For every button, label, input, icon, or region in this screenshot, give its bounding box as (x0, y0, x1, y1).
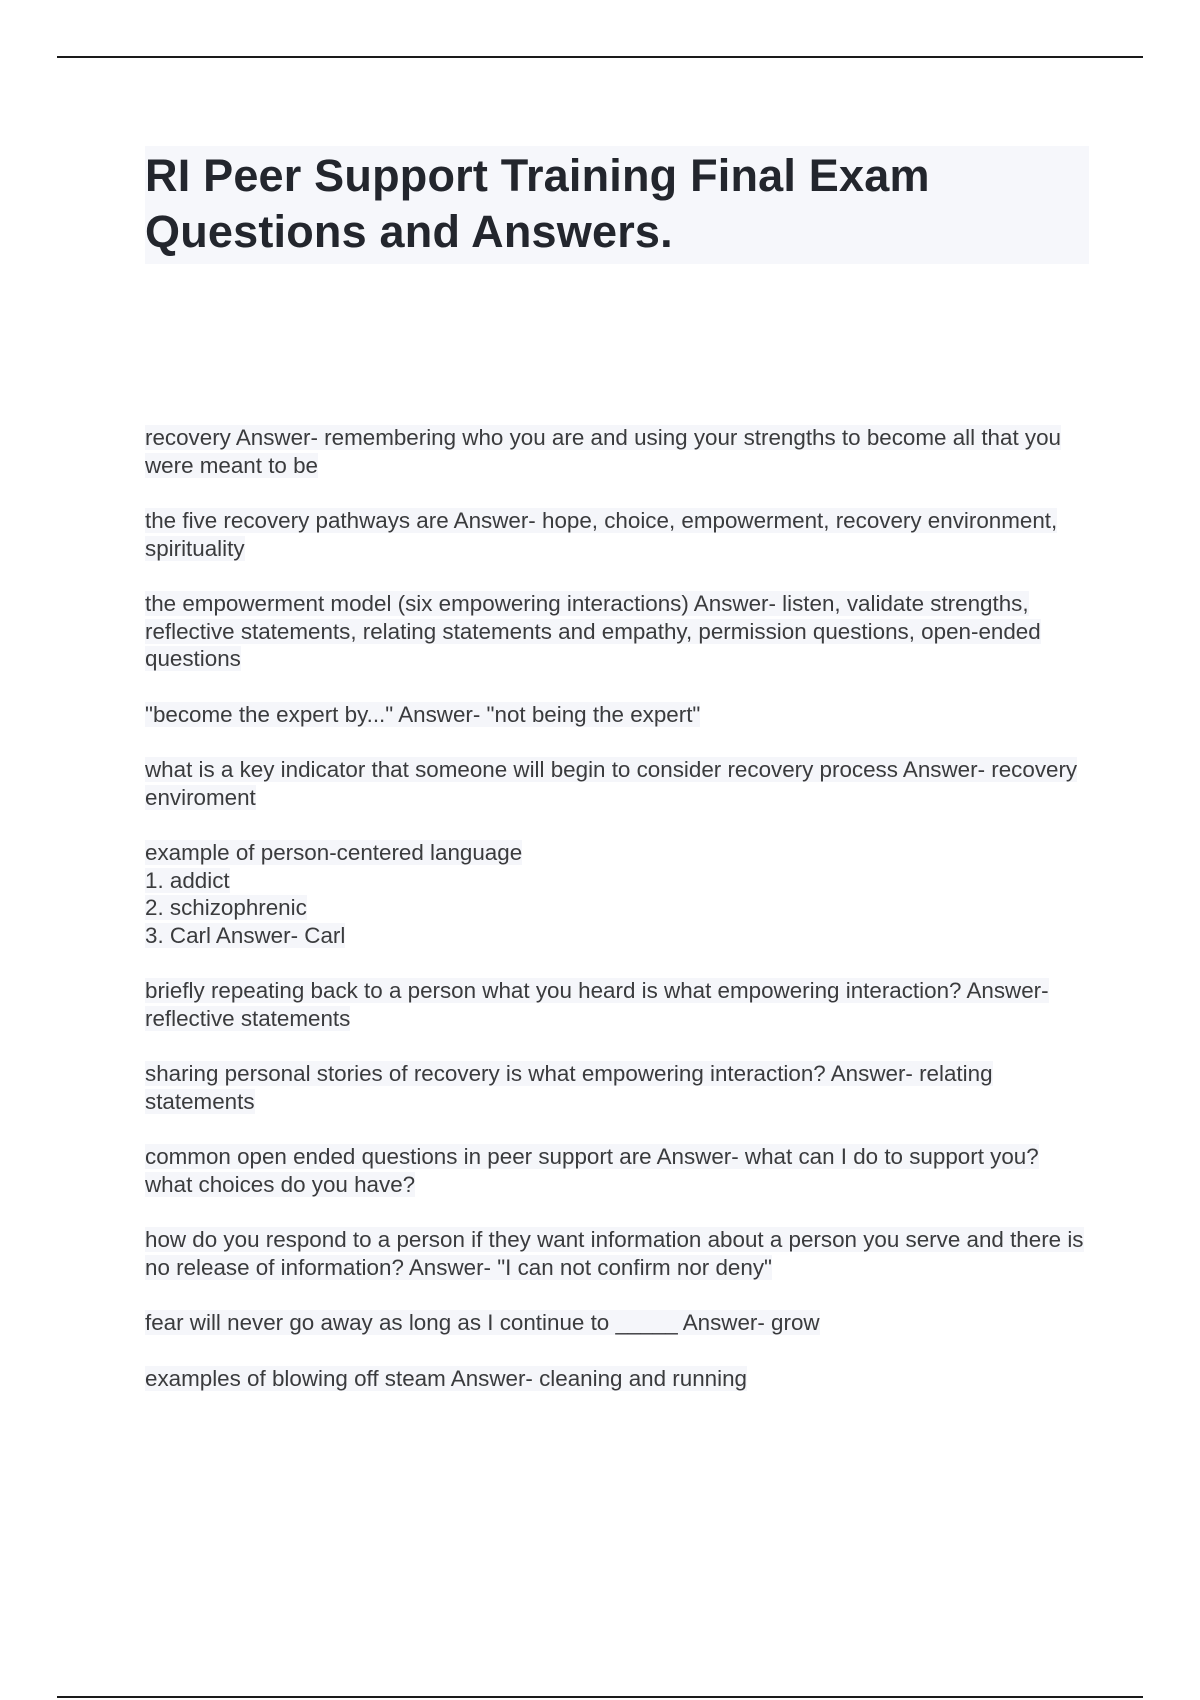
qa-item (145, 1309, 1095, 1337)
qa-text: recovery Answer- remembering who you are and using your strengths to become all that you were meant to be (145, 425, 1061, 478)
qa-item (145, 756, 1095, 811)
qa-text: the five recovery pathways are Answer- hope, choice, empowerment, recovery environment, spirituality (145, 508, 1058, 561)
qa-item (145, 424, 1095, 479)
qa-item (145, 839, 1095, 949)
title-block (145, 146, 1089, 264)
qa-text: how do you respond to a person if they want information about a person you serve and there is no release of information? Answer- "I can not confirm nor deny" (145, 1227, 1084, 1280)
qa-item (145, 1060, 1095, 1115)
top-rule (57, 56, 1143, 58)
qa-item (145, 701, 1095, 729)
qa-text: "become the expert by..." Answer- "not being the expert" (145, 701, 701, 727)
qa-text: briefly repeating back to a person what you heard is what empowering interaction? Answer- reflective statements (145, 978, 1049, 1031)
qa-item (145, 590, 1095, 673)
qa-item (145, 1226, 1095, 1281)
bottom-rule (57, 1696, 1143, 1698)
qa-text: common open ended questions in peer support are Answer- what can I do to support you? what choices do you have? (145, 1144, 1039, 1197)
qa-item (145, 1143, 1095, 1198)
qa-text: sharing personal stories of recovery is what empowering interaction? Answer- relating statements (145, 1061, 993, 1114)
qa-text: examples of blowing off steam Answer- cleaning and running (145, 1365, 747, 1391)
qa-item (145, 977, 1095, 1032)
qa-item (145, 1365, 1095, 1393)
qa-text: example of person-centered language 1. addict 2. schizophrenic 3. Carl Answer- Carl (145, 840, 523, 948)
qa-text: the empowerment model (six empowering interactions) Answer- listen, validate strengths, reflective statements, relating statements and empathy, permission questions, open-ended questions (145, 591, 1041, 671)
qa-text: fear will never go away as long as I continue to _____ Answer- grow (145, 1310, 820, 1335)
document-title: RI Peer Support Training Final Exam Questions and Answers. (145, 150, 930, 257)
qa-list (145, 424, 1095, 1420)
qa-text: what is a key indicator that someone will begin to consider recovery process Answer- recovery enviroment (145, 757, 1078, 810)
qa-item (145, 507, 1095, 562)
